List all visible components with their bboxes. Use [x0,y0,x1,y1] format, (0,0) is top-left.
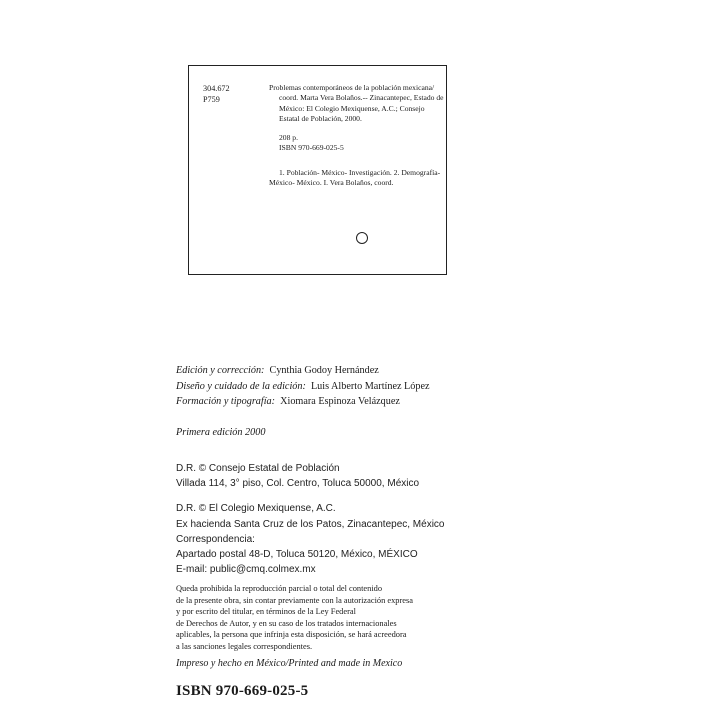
pages-line: 208 p. [279,133,298,143]
email-line: E-mail: public@cmq.colmex.mx [176,564,316,576]
imprint-line: coord. Marta Vera Bolaños.-- Zinacantepec, Estado de [279,93,444,103]
edition-statement: Primera edición 2000 [176,427,266,438]
rights-section [176,461,596,577]
rights-line: Correspondencia: [176,533,255,545]
legal-line: de la presente obra, sin contar previamente con la autorización expresa [176,595,413,605]
credit-role: Edición y corrección: [176,365,265,376]
legal-line: y por escrito del titular, en términos de la Ley Federal [176,607,356,617]
catalog-card [188,65,447,275]
credit-name: Xiomara Espinoza Velázquez [280,396,400,407]
subject-line: 1. Población- México- Investigación. 2. Demografía- [279,167,441,177]
printed-in-statement: Impreso y hecho en México/Printed and made in Mexico [176,658,403,669]
imprint-line: Estatal de Población, 2000. [279,113,362,123]
card-punch-hole [356,232,368,244]
rights-line: D.R. © El Colegio Mexiquense, A.C. [176,503,336,515]
credit-name: Cynthia Godoy Hernández [269,365,379,376]
isbn-footer: ISBN 970-669-025-5 [176,683,309,699]
rights-line: D.R. © Consejo Estatal de Población [176,463,340,474]
credit-row [176,379,576,395]
legal-notice [176,583,616,653]
imprint-line: México: El Colegio Mexiquense, A.C.; Consejo [279,103,425,113]
credit-name: Luis Alberto Martínez López [310,380,430,392]
credits [176,363,576,410]
card-isbn: ISBN 970-669-025-5 [279,143,344,153]
legal-line: a las sanciones legales correspondientes. [176,641,313,651]
credit-role: Diseño y cuidado de la edición: [176,380,306,392]
rights-line: Villada 114, 3° piso, Col. Centro, Toluca 50000, México [176,478,420,490]
rights-line: Apartado postal 48-D, Toluca 50120, México, MÉXICO [176,549,418,561]
subject-line: México- México. I. Vera Bolaños, coord. [269,178,394,188]
title-line: Problemas contemporáneos de la población mexicana/ [269,83,435,92]
classification-line: P759 [203,94,220,104]
classification-line: 304.672 [203,84,230,93]
rights-line: Ex hacienda Santa Cruz de los Patos, Zinacantepec, México [176,518,445,530]
rights-block-conapo [176,461,596,491]
classification-number [203,84,230,105]
credit-role: Formación y tipografía: [176,396,276,407]
credit-row [176,394,576,410]
catalog-entry [269,83,444,188]
legal-line: de Derechos de Autor, y en su caso de los tratados internacionales [176,618,397,628]
legal-line: aplicables, la persona que infrinja esta disposición, se hará acreedora [176,630,407,640]
credit-row [176,363,576,379]
legal-line: Queda prohibida la reproducción parcial o total del contenido [176,584,383,593]
rights-block-colegio [176,501,596,577]
